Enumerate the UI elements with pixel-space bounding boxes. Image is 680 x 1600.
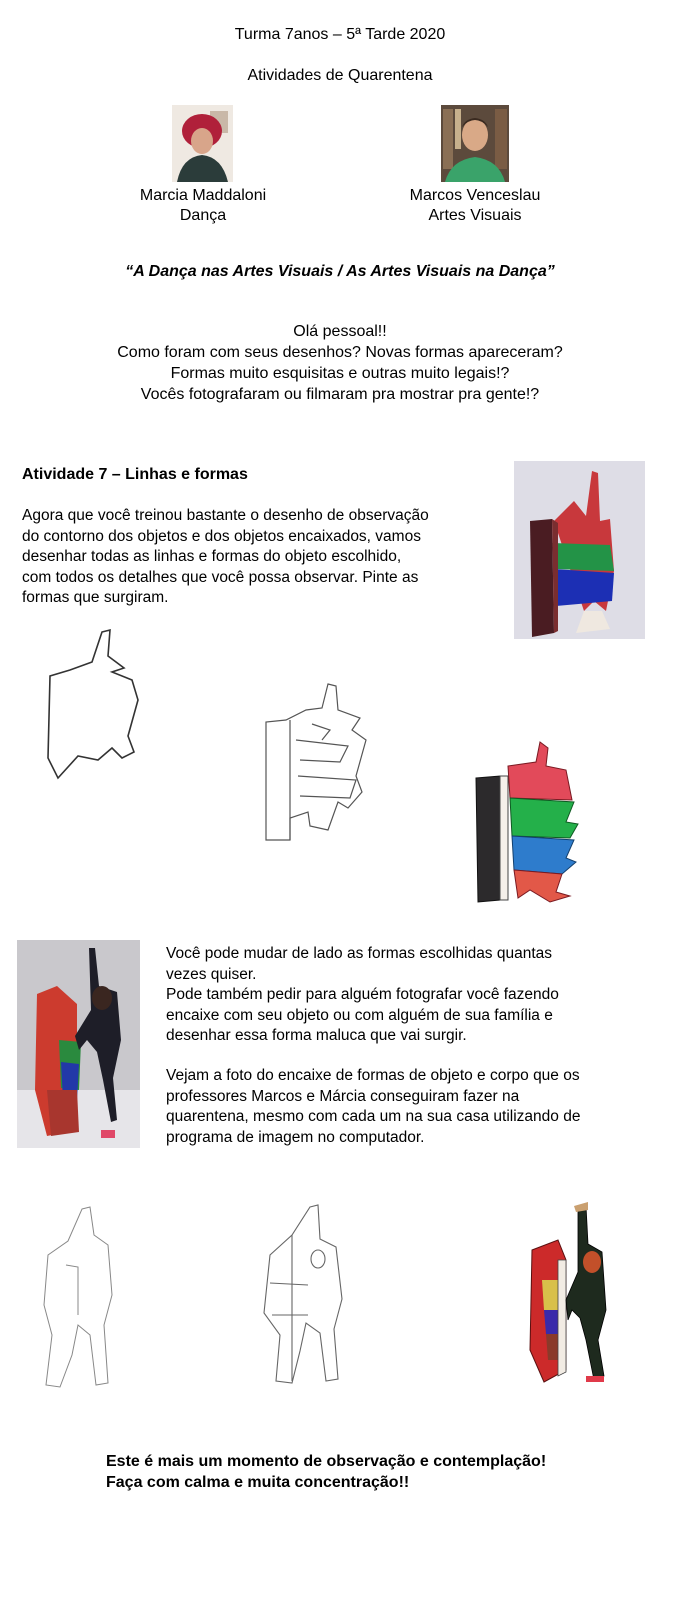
- sculpture-photo: [514, 461, 645, 639]
- closing-line-1: Este é mais um momento de observação e contemplação!: [106, 1453, 547, 1470]
- closing-line-2: Faça com calma e muita concentração!!: [106, 1474, 410, 1491]
- body-line-drawing: [256, 1203, 352, 1388]
- body-contour-drawing: [38, 1205, 128, 1390]
- text-line: encaixe com seu objeto ou com alguém de sua família e: [166, 1006, 553, 1024]
- teacher-name-2: Marcos Venceslau: [409, 187, 541, 204]
- teacher-photo-marcia: [172, 105, 233, 182]
- theme-quote: “A Dança nas Artes Visuais / As Artes Visuais na Dança”: [125, 263, 555, 280]
- teacher-subject-2: Artes Visuais: [428, 207, 522, 224]
- activity-title: Atividade 7 – Linhas e formas: [22, 466, 248, 483]
- colored-drawing: [470, 740, 585, 905]
- greeting-line-1: Olá pessoal!!: [293, 323, 387, 340]
- text-line: quarentena, mesmo com cada um na sua casa utilizando de: [166, 1108, 581, 1125]
- activity-paragraph-2: [166, 944, 559, 1047]
- text-line: formas que surgiram.: [22, 589, 169, 606]
- activity-paragraph-1: [22, 506, 429, 609]
- text-line: Vejam a foto do encaixe de formas de objeto e corpo que os: [166, 1067, 580, 1084]
- text-line: professores Marcos e Márcia conseguiram fazer na: [166, 1087, 520, 1105]
- class-title: Turma 7anos – 5ª Tarde 2020: [234, 26, 446, 43]
- teacher-name-1: Marcia Maddaloni: [139, 187, 267, 204]
- contour-drawing: [40, 628, 150, 788]
- text-line: Você pode mudar de lado as formas escolhidas quantas: [166, 945, 553, 962]
- line-drawing: [256, 680, 374, 845]
- teacher-subject-1: Dança: [179, 207, 227, 224]
- teacher-photo-marcos: [441, 105, 509, 182]
- text-line: com todos os detalhes que você possa observar. Pinte as: [22, 568, 419, 586]
- greeting-line-4: Vocês fotografaram ou filmaram pra mostrar pra gente!?: [140, 386, 540, 403]
- text-line: desenhar essa forma maluca que vai surgir.: [166, 1027, 467, 1044]
- text-line: do contorno dos objetos e dos objetos encaixados, vamos: [22, 527, 421, 545]
- body-colored-drawing: [522, 1200, 614, 1390]
- greeting-line-3: Formas muito esquisitas e outras muito legais!?: [170, 365, 510, 382]
- text-line: Pode também pedir para alguém fotografar você fazendo: [166, 986, 559, 1003]
- greeting-line-2: Como foram com seus desenhos? Novas formas apareceram?: [117, 344, 563, 361]
- person-sculpture-photo: [17, 940, 140, 1148]
- activity-paragraph-3: [166, 1066, 580, 1148]
- text-line: Agora que você treinou bastante o desenho de observação: [22, 507, 429, 524]
- text-line: programa de imagem no computador.: [166, 1128, 425, 1146]
- text-line: vezes quiser.: [166, 965, 257, 983]
- text-line: desenhar todas as linhas e formas do objeto escolhido,: [22, 548, 402, 565]
- page-subtitle: Atividades de Quarentena: [247, 67, 433, 84]
